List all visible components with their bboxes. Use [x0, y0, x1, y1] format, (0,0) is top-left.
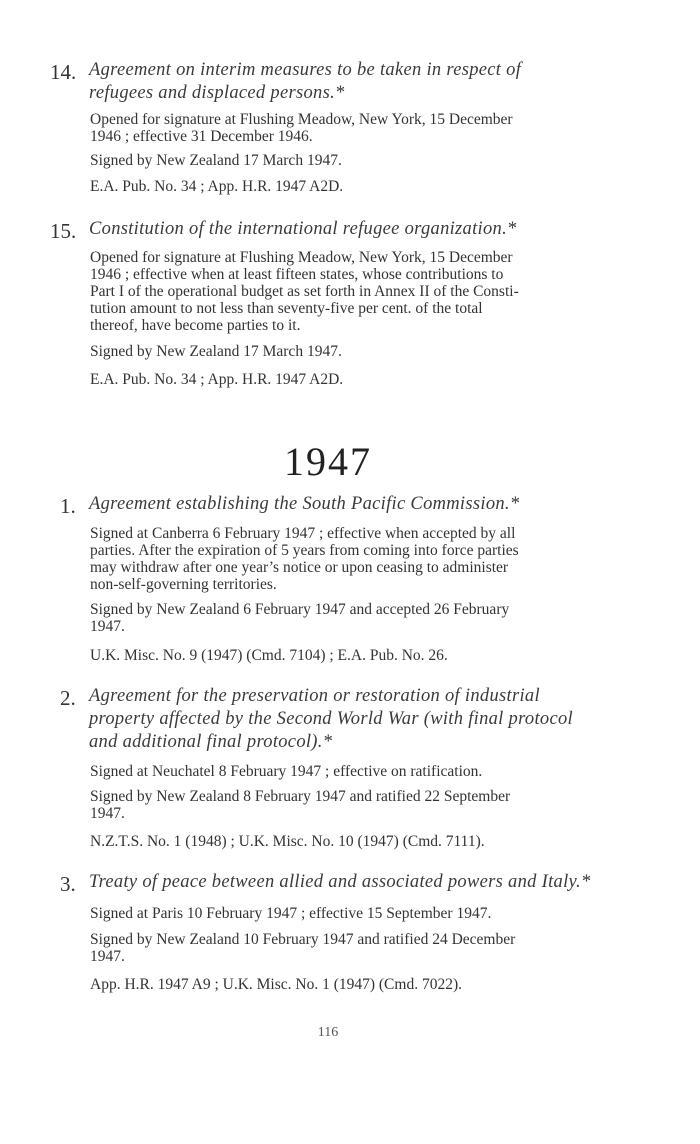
entry-references: N.Z.T.S. No. 1 (1948) ; U.K. Misc. No. 10 (1947) (Cmd. 7111).	[90, 833, 485, 850]
entry-signature-text: thereof, have become parties to it.	[90, 317, 301, 334]
entry-signed-text: 1947.	[90, 805, 125, 822]
entry-title-line: refugees and displaced persons.*	[89, 83, 345, 103]
entry-signature-text: Signed at Canberra 6 February 1947 ; effective when accepted by all	[90, 525, 516, 542]
entry-signature-text: 1946 ; effective 31 December 1946.	[90, 128, 313, 145]
entry-signature-text: Signed at Paris 10 February 1947 ; effective 15 September 1947.	[90, 905, 492, 922]
entry-references: U.K. Misc. No. 9 (1947) (Cmd. 7104) ; E.A. Pub. No. 26.	[90, 647, 448, 664]
entry-signature-text: Signed at Neuchatel 8 February 1947 ; effective on ratification.	[90, 763, 483, 780]
entry-signature-text: parties. After the expiration of 5 years from coming into force parties	[90, 542, 519, 559]
entry-signature-text: may withdraw after one year’s notice or upon ceasing to administer	[90, 559, 509, 576]
entry-signature-text: tution amount to not less than seventy-five per cent. of the total	[90, 300, 483, 317]
entry-title-line: Treaty of peace between allied and associated powers and Italy.*	[89, 872, 591, 892]
entry-title-line: property affected by the Second World War (with final protocol	[89, 709, 573, 729]
entry-number: 1.	[60, 494, 76, 518]
year-heading: 1947	[284, 439, 372, 484]
entry-references: E.A. Pub. No. 34 ; App. H.R. 1947 A2D.	[90, 371, 344, 388]
entry-title-line: Agreement for the preservation or restoration of industrial	[89, 686, 540, 706]
entry-title-line: and additional final protocol).*	[89, 732, 333, 752]
entry-title-line: Agreement establishing the South Pacific Commission.*	[89, 494, 520, 514]
entry-references: App. H.R. 1947 A9 ; U.K. Misc. No. 1 (1947) (Cmd. 7022).	[90, 976, 462, 993]
entry-signed-text: 1947.	[90, 618, 125, 635]
entry-signature-text: Opened for signature at Flushing Meadow, New York, 15 December	[90, 111, 513, 128]
entry-number: 15.	[50, 219, 77, 243]
entry-signed-text: Signed by New Zealand 6 February 1947 and accepted 26 February	[90, 601, 510, 618]
entry-number: 14.	[50, 60, 77, 84]
entry-signed-text: Signed by New Zealand 17 March 1947.	[90, 152, 342, 169]
entry-references: E.A. Pub. No. 34 ; App. H.R. 1947 A2D.	[90, 178, 344, 195]
entry-signed-text: Signed by New Zealand 10 February 1947 and ratified 24 December	[90, 931, 516, 948]
entry-signature-text: Part I of the operational budget as set forth in Annex II of the Consti-	[90, 283, 519, 300]
entry-signature-text: non-self-governing territories.	[90, 576, 277, 593]
entry-signature-text: 1946 ; effective when at least fifteen states, whose contributions to	[90, 266, 504, 283]
entry-number: 3.	[60, 872, 76, 896]
entry-title-line: Constitution of the international refugee organization.*	[89, 219, 517, 239]
entry-signed-text: Signed by New Zealand 17 March 1947.	[90, 343, 342, 360]
entry-signature-text: Opened for signature at Flushing Meadow, New York, 15 December	[90, 249, 513, 266]
entry-signed-text: Signed by New Zealand 8 February 1947 and ratified 22 September	[90, 788, 511, 805]
page-number: 116	[317, 1025, 339, 1040]
entry-number: 2.	[60, 686, 76, 710]
entry-title-line: Agreement on interim measures to be taken in respect of	[89, 60, 522, 80]
entry-signed-text: 1947.	[90, 948, 125, 965]
